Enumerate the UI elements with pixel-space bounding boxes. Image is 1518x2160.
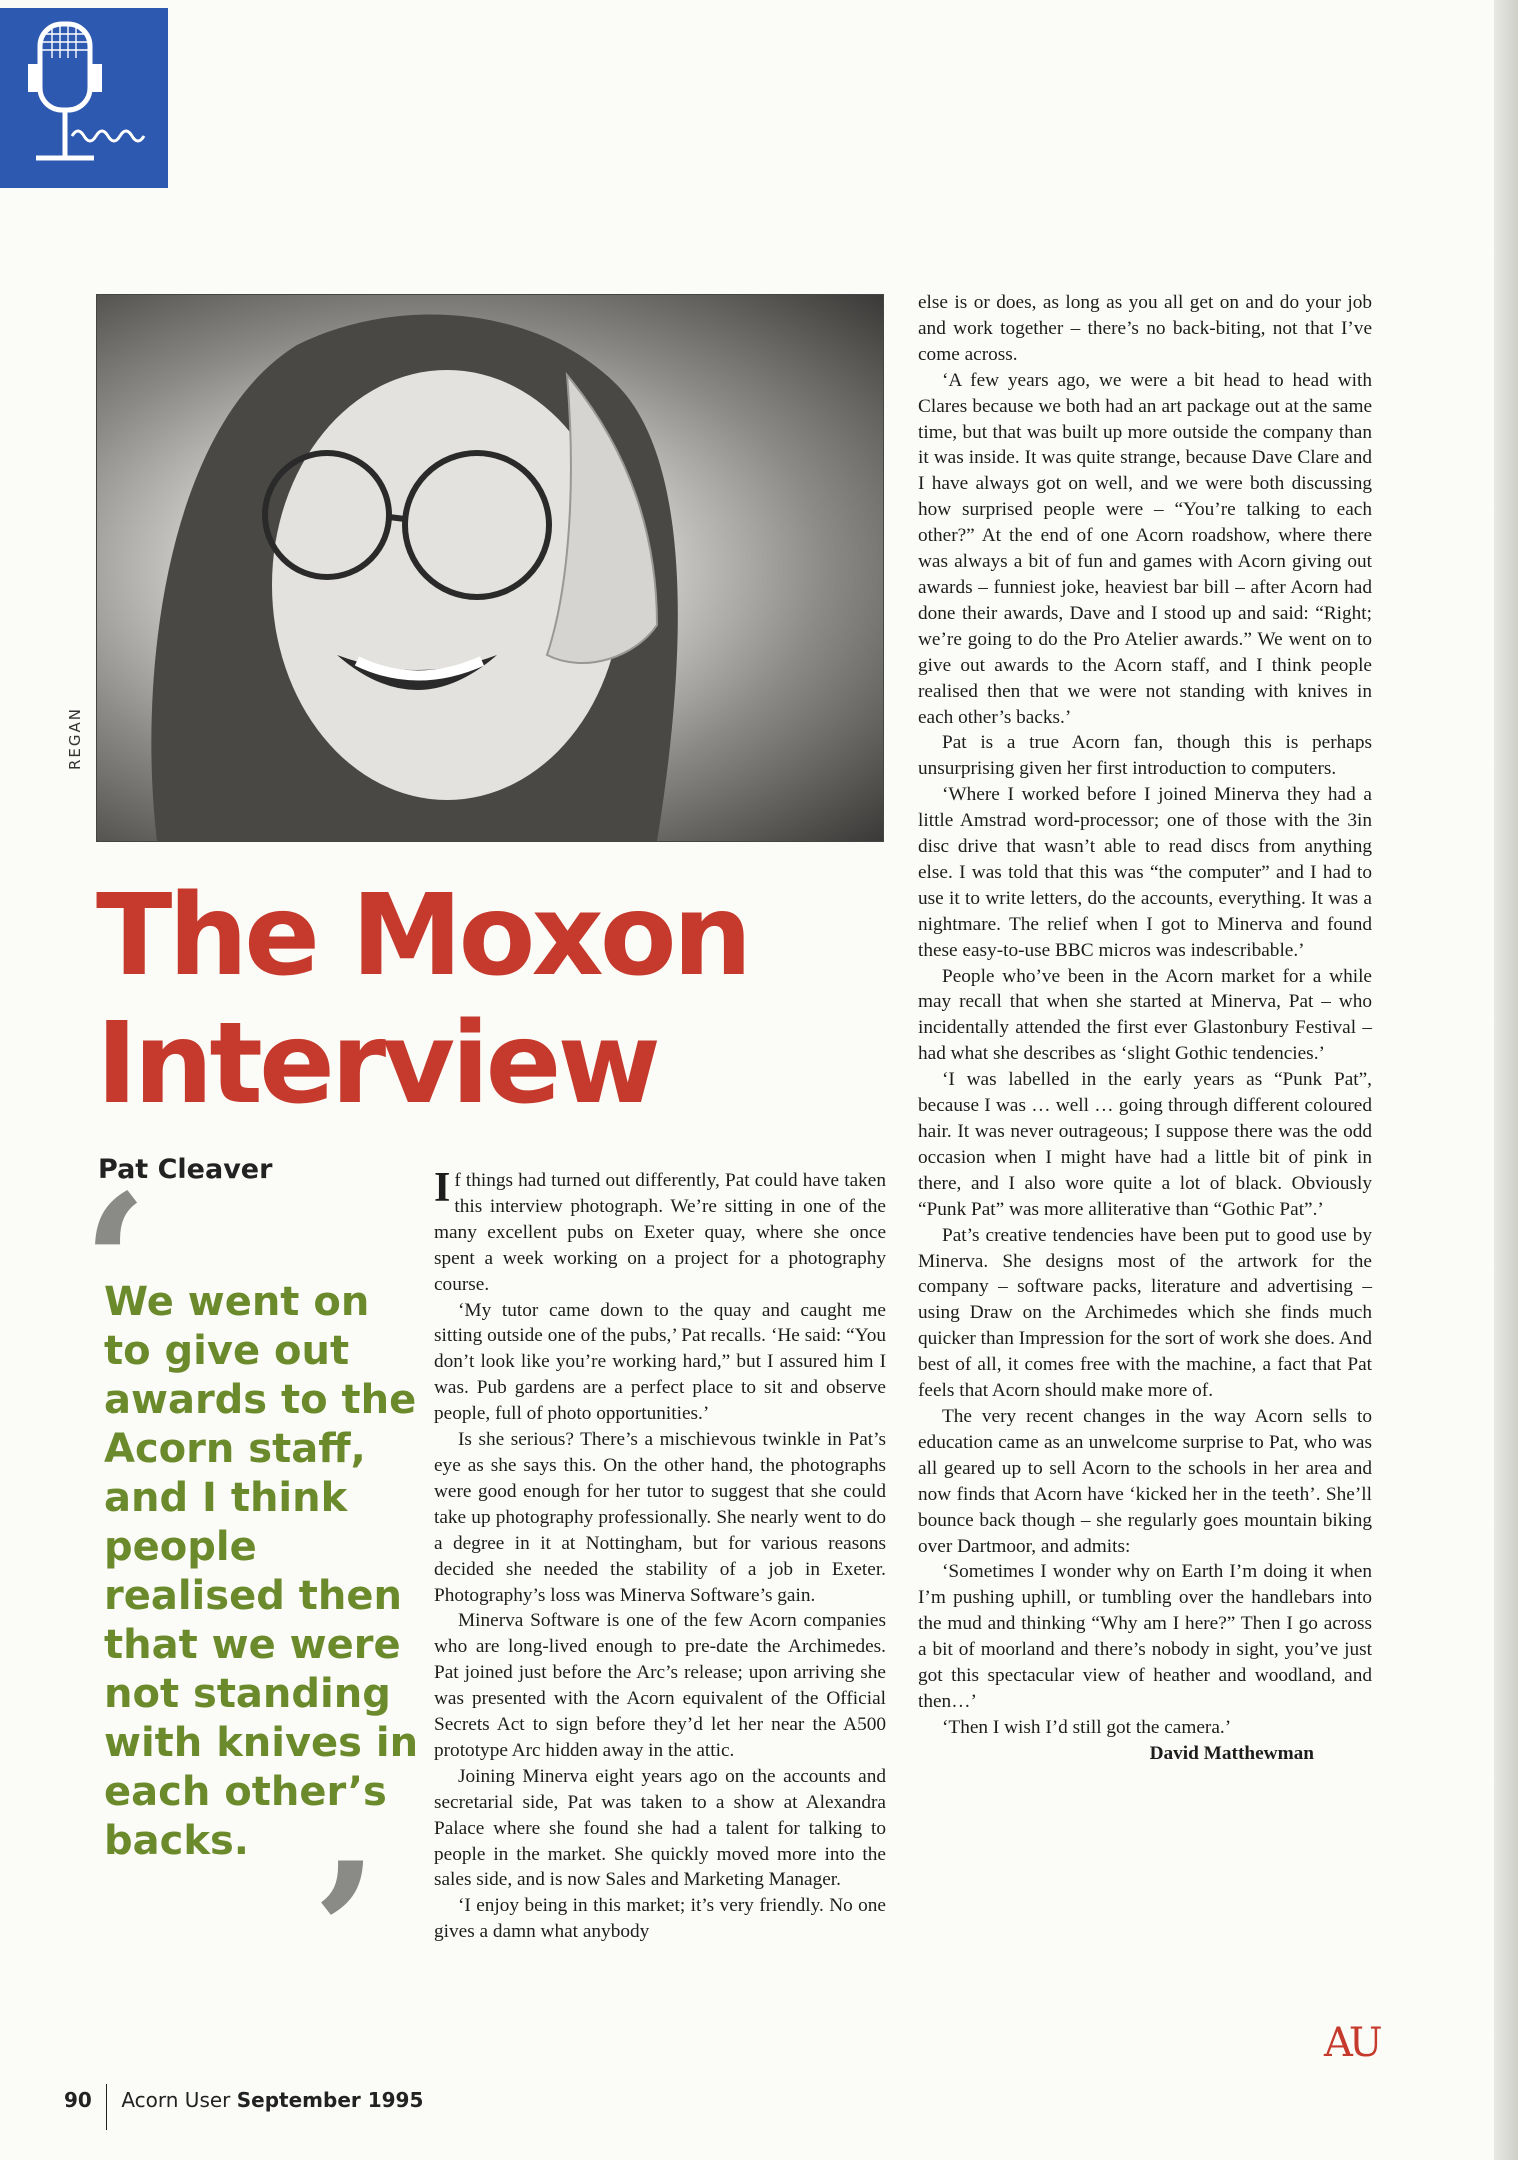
title-line-2: Interview bbox=[96, 999, 657, 1129]
article-column-right bbox=[918, 290, 1372, 1767]
issue-date: September 1995 bbox=[236, 2088, 424, 2112]
paragraph: Is she serious? There’s a mischievous twinkle in Pat’s eye as she says this. On the other hand, the photographs were good enough for her tutor to suggest that she could take up photography professionally. She nearly went to do a degree in it at Nottingham, but for various reasons decided she needed the stability of a job in Exeter. Photography’s loss was Minerva Software’s gain. bbox=[434, 1429, 886, 1606]
paragraph: People who’ve been in the Acorn market for a while may recall that when she started at Minerva, Pat – who incidentally attended the first ever Glastonbury Festival – had what she describes as ‘slight Gothic tendencies.’ bbox=[918, 965, 1372, 1065]
paragraph: else is or does, as long as you all get on and do your job and work together – there’s no back-biting, not that I’ve come across. bbox=[918, 292, 1372, 365]
magazine-name: Acorn User bbox=[121, 2088, 231, 2112]
photo-credit: REGAN bbox=[66, 706, 84, 770]
microphone-section-icon bbox=[0, 8, 168, 188]
author-signoff: David Matthewman bbox=[1149, 1742, 1314, 1764]
drop-cap: I bbox=[434, 1165, 451, 1211]
byline: Pat Cleaver bbox=[98, 1154, 273, 1185]
page-gutter-shadow bbox=[1494, 0, 1518, 2160]
paragraph: ‘Then I wish I’d still got the camera.’ bbox=[942, 1716, 1232, 1738]
paragraph: Joining Minerva eight years ago on the accounts and secretarial side, Pat was taken to a show at Alexandra Palace where she found she had a talent for talking to people in the market. She quickly moved more into the sales side, and is now Sales and Marketing Manager. bbox=[434, 1765, 886, 1891]
footer-divider bbox=[106, 2084, 108, 2130]
pull-quote: We went on to give out awards to the Acorn staff, and I think people realised then that we were not standing with knives in each other’s backs. bbox=[104, 1279, 419, 1864]
paragraph: Pat is a true Acorn fan, though this is perhaps unsurprising given her first introduction to computers. bbox=[918, 732, 1372, 780]
paragraph: If things had turned out differently, Pat could have taken this interview photograph. We’re sitting in one of the many excellent pubs on Exeter quay, where she once spent a week working on a project for a photography course. bbox=[434, 1165, 886, 1295]
paragraph: ‘A few years ago, we were a bit head to head with Clares because we both had an art package out at the same time, but that was built up more outside the company than it was inside. It was quite strange, because Dave Clare and I have always got on well, and we were both discussing how surprised people were – “You’re talking to each other?” At the end of one Acorn roadshow, where there was always a bit of fun and games with Acorn giving out awards – funniest joke, heaviest bar bill – after Acorn had done their awards, Dave and I stood up and said: “Right; we’re going to do the Pro Atelier awards.” We went on to give out awards to the Acorn staff, and I think people realised then that we were not standing with knives in each other’s backs.’ bbox=[918, 369, 1372, 728]
title-line-1: The Moxon bbox=[96, 871, 749, 1001]
paragraph: ‘I was labelled in the early years as “Punk Pat”, because I was … well … going through different coloured hair. It was never outrageous; I suppose there was the odd occasion when I might have had a little bit of pink in there, and I also wore quite a lot of black. Obviously “Punk Pat” was more alliterative than “Gothic Pat”.’ bbox=[918, 1069, 1372, 1220]
interview-portrait-photo bbox=[96, 294, 884, 842]
page-number: 90 bbox=[64, 2088, 92, 2112]
paragraph: The very recent changes in the way Acorn sells to education came as an unwelcome surprise to Pat, who was all geared up to sell Acorn to the schools in her area and now finds that Acorn have ‘kicked her in the teeth’. She’ll bounce back though – she regularly goes mountain biking over Dartmoor, and admits: bbox=[918, 1405, 1372, 1557]
paragraph: ‘Where I worked before I joined Minerva they had a little Amstrad word-processor; one of those with the 3in disc drive that wasn’t able to read discs from anything else. I was told that this was “the computer” and I had to use it to write letters, do the accounts, everything. It was a nightmare. The relief when I got to Minerva and found these easy-to-use BBC micros was indescribable.’ bbox=[918, 784, 1372, 961]
article-column-middle bbox=[434, 1165, 886, 1945]
paragraph: Minerva Software is one of the few Acorn companies who are long-lived enough to pre-date the Archimedes. Pat joined just before the Arc’s release; upon arriving she was presented with the Acorn equivalent of the Official Secrets Act to sign before they’d let her near the A500 prototype Arc hidden away in the attic. bbox=[434, 1610, 886, 1761]
article-title bbox=[96, 872, 856, 1128]
paragraph: Pat’s creative tendencies have been put to good use by Minerva. She designs most of the artwork for the company – software packs, literature and advertising – using Draw on the Archimedes which she finds much quicker than Impression for the sort of work she does. And best of all, it comes free with the machine, a fact that Pat feels that Acorn should make more of. bbox=[918, 1224, 1372, 1402]
page-footer bbox=[64, 2088, 423, 2130]
paragraph: ‘Sometimes I wonder why on Earth I’m doing it when I’m pushing uphill, or tumbling over the handlebars into the mud and thinking “Why am I here?” Then I go across a bit of moorland and there’s nobody in sight, you’ve just got this spectacular view of heather and woodland, and then…’ bbox=[918, 1561, 1372, 1712]
close-quote-mark: ’ bbox=[312, 1821, 379, 2044]
paragraph: ‘My tutor came down to the quay and caught me sitting outside one of the pubs,’ Pat recalls. ‘He said: “You don’t look like you’re working hard,” but I assured him I was. Pub gardens are a perfect place to sit and observe people, full of photo opportunities.’ bbox=[434, 1299, 886, 1425]
open-quote-mark: ‘ bbox=[82, 1153, 149, 1376]
acorn-user-logo: AU bbox=[1324, 2020, 1379, 2066]
paragraph: ‘I enjoy being in this market; it’s very friendly. No one gives a damn what anybody bbox=[434, 1895, 886, 1943]
